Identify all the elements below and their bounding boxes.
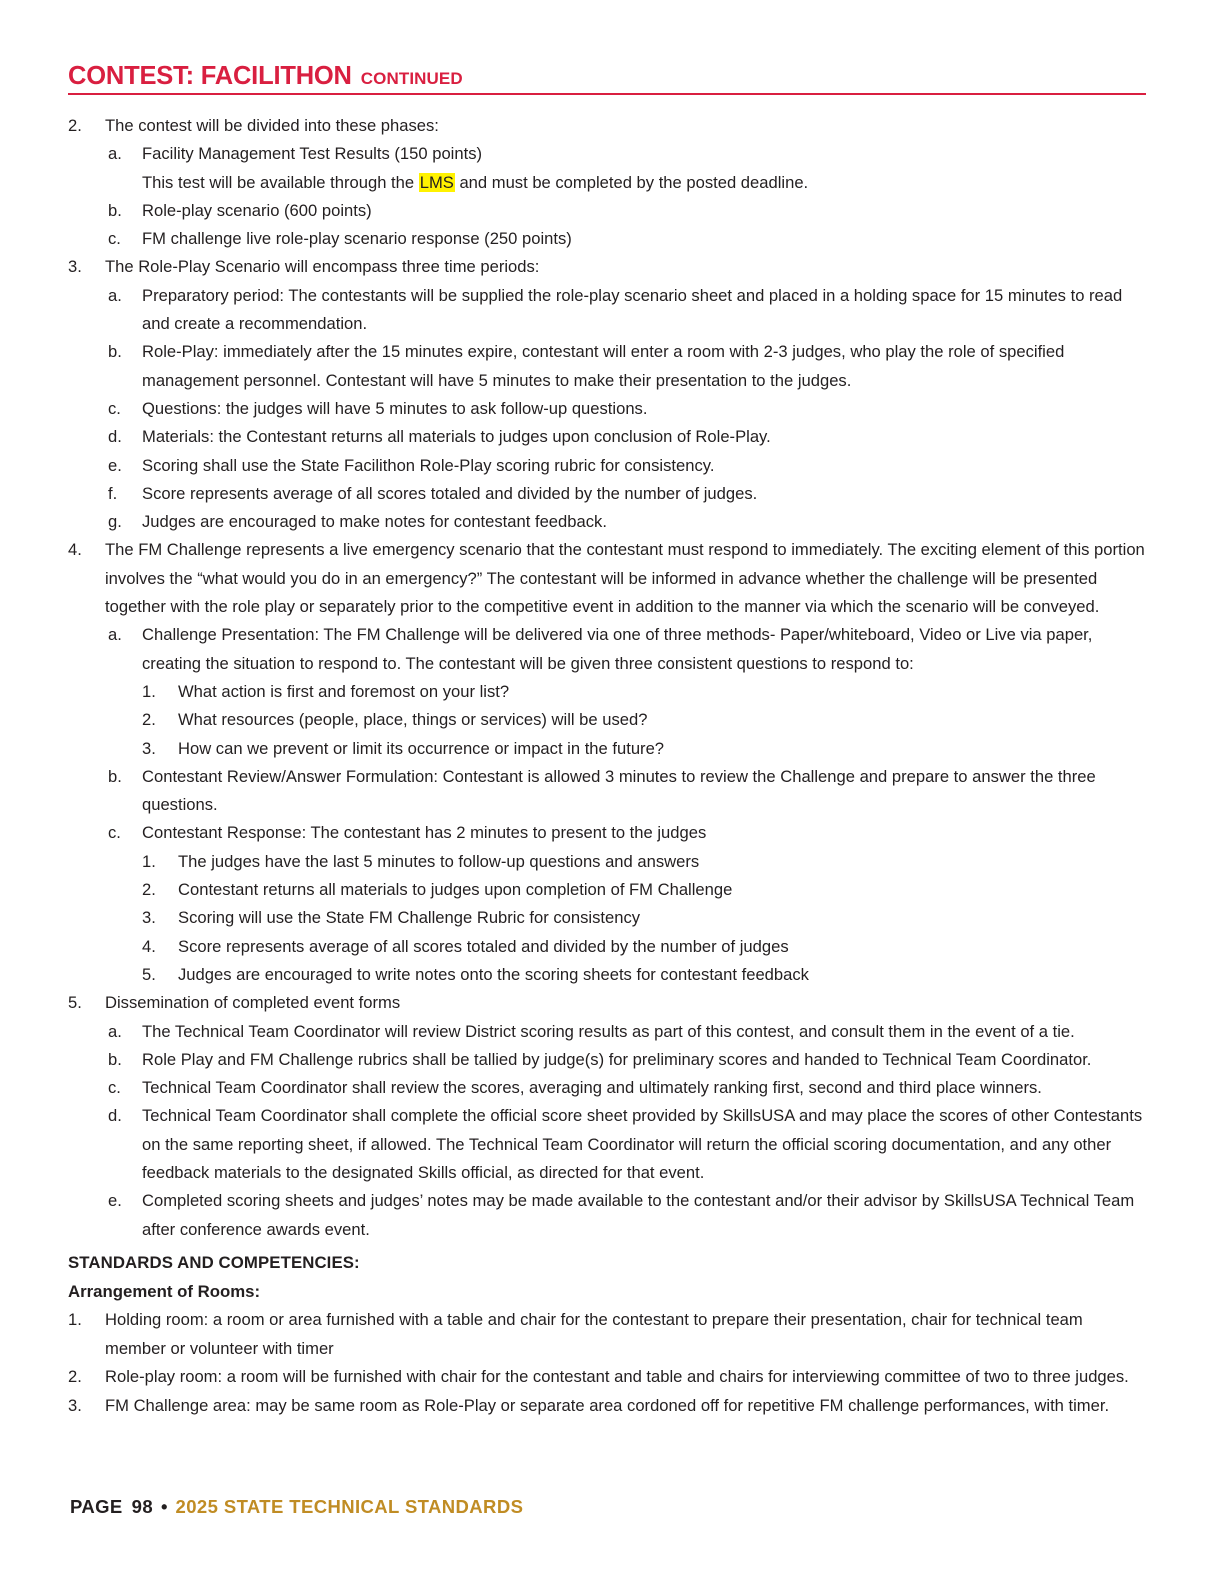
list-item bbox=[68, 536, 1148, 621]
list-text: Role-Play: immediately after the 15 minutes expire, contestant will enter a room with 2-3 judges, who play the role of specified management personnel. Contestant will have 5 minutes to make their presentation to the judges. bbox=[142, 342, 1065, 390]
list-marker: a. bbox=[108, 144, 122, 164]
list-marker: 5. bbox=[142, 964, 156, 984]
list-text: The FM Challenge represents a live emergency scenario that the contestant must respond to immediately. The exciting element of this portion involves the “what would you do in an emergency?” The contestant will be informed in advance whether the challenge will be presented together with the role play or separately prior to the competitive event in addition to the manner via which the scenario will be conveyed. bbox=[105, 540, 1145, 617]
list-text: Dissemination of completed event forms bbox=[105, 993, 401, 1013]
list-text: Scoring will use the State FM Challenge Rubric for consistency bbox=[178, 908, 641, 928]
list-marker: 1. bbox=[68, 1310, 82, 1329]
list-item bbox=[68, 819, 1148, 847]
list-item bbox=[68, 1102, 1148, 1187]
list-item bbox=[68, 933, 1148, 961]
page-header bbox=[68, 62, 1146, 95]
list-item bbox=[68, 395, 1148, 423]
list-item bbox=[68, 253, 1148, 281]
list-item bbox=[68, 763, 1148, 820]
list-text: Holding room: a room or area furnished with a table and chair for the contestant to prepare their presentation, chair for technical team member or volunteer with timer bbox=[105, 1310, 1083, 1358]
list-text: Role Play and FM Challenge rubrics shall be tallied by judge(s) for preliminary scores and handed to Technical Team Coordinator. bbox=[142, 1049, 1092, 1069]
list-marker: c. bbox=[108, 229, 121, 249]
list-item bbox=[68, 197, 1148, 225]
continuation-pre-text: This test will be available through the bbox=[142, 172, 419, 192]
list-marker: e. bbox=[108, 455, 122, 475]
list-marker: c. bbox=[108, 823, 121, 843]
list-text: How can we prevent or limit its occurrence or impact in the future? bbox=[178, 738, 665, 758]
list-text: Completed scoring sheets and judges’ notes may be made available to the contestant and/or their advisor by SkillsUSA Technical Team after conference awards event. bbox=[142, 1191, 1135, 1239]
list-text: Role-play scenario (600 points) bbox=[142, 200, 372, 220]
list-text: Scoring shall use the State Facilithon Role-Play scoring rubric for consistency. bbox=[142, 455, 715, 475]
list-text: Contestant Response: The contestant has 2 minutes to present to the judges bbox=[142, 823, 707, 843]
list-item-continuation bbox=[68, 169, 1148, 197]
list-item bbox=[68, 678, 1148, 706]
list-text: The Role-Play Scenario will encompass three time periods: bbox=[105, 257, 540, 277]
standards-heading: STANDARDS AND COMPETENCIES: bbox=[68, 1253, 360, 1272]
footer-document-title: 2025 STATE TECHNICAL STANDARDS bbox=[175, 1496, 524, 1517]
contest-title: CONTEST: FACILITHON bbox=[68, 62, 352, 90]
list-item bbox=[68, 508, 1148, 536]
list-text: The contest will be divided into these phases: bbox=[105, 116, 439, 135]
list-marker: 5. bbox=[68, 993, 82, 1013]
continued-label: CONTINUED bbox=[360, 69, 463, 88]
list-text: Technical Team Coordinator shall complete the official score sheet provided by SkillsUSA and may place the scores of other Contestants on the same reporting sheet, if allowed. The Technical Team Coordinator will return the official scoring documentation, and any other feedback materials to the designated Skills official, as directed for that event. bbox=[142, 1106, 1143, 1182]
list-text: FM Challenge area: may be same room as Role-Play or separate area cordoned off for repetitive FM challenge performances, with timer. bbox=[105, 1395, 1110, 1415]
list-text: Materials: the Contestant returns all materials to judges upon conclusion of Role-Play. bbox=[142, 427, 771, 447]
footer-separator-dot: • bbox=[161, 1496, 168, 1517]
list-text: The Technical Team Coordinator will review District scoring results as part of this contest, and consult them in the event of a tie. bbox=[142, 1021, 1075, 1041]
list-marker: a. bbox=[108, 625, 122, 645]
list-marker: 3. bbox=[142, 738, 156, 758]
list-text: Role-play room: a room will be furnished with chair for the contestant and table and chairs for interviewing committee of two to three judges. bbox=[105, 1367, 1129, 1386]
list-marker: c. bbox=[108, 1078, 121, 1098]
page-label: PAGE bbox=[70, 1496, 123, 1517]
list-marker: d. bbox=[108, 1106, 122, 1126]
list-marker: 2. bbox=[142, 710, 156, 730]
list-marker: b. bbox=[108, 766, 122, 786]
standards-section bbox=[68, 1249, 1148, 1420]
list-item bbox=[68, 338, 1148, 395]
list-text: The judges have the last 5 minutes to follow-up questions and answers bbox=[178, 851, 700, 871]
list-text: What action is first and foremost on your list? bbox=[178, 681, 510, 701]
list-text bbox=[142, 169, 1148, 197]
list-item bbox=[68, 1187, 1148, 1244]
list-marker: e. bbox=[108, 1191, 122, 1211]
list-marker: 3. bbox=[68, 1395, 82, 1415]
list-marker: a. bbox=[108, 285, 122, 305]
list-item bbox=[68, 1018, 1148, 1046]
list-item bbox=[68, 112, 1148, 140]
list-text: Score represents average of all scores totaled and divided by the number of judges. bbox=[142, 483, 758, 503]
list-item bbox=[68, 1363, 1148, 1392]
list-text: Questions: the judges will have 5 minutes to ask follow-up questions. bbox=[142, 398, 648, 418]
list-item bbox=[68, 1046, 1148, 1074]
list-text: Score represents average of all scores totaled and divided by the number of judges bbox=[178, 936, 789, 956]
list-marker: b. bbox=[108, 200, 122, 220]
continuation-post-text: and must be completed by the posted deadline. bbox=[454, 172, 809, 192]
list-marker: 3. bbox=[68, 257, 82, 277]
list-item bbox=[68, 1392, 1148, 1421]
list-text: Facility Management Test Results (150 points) bbox=[142, 144, 483, 164]
list-item bbox=[68, 1306, 1148, 1363]
page-footer bbox=[70, 1496, 523, 1518]
list-item bbox=[68, 876, 1148, 904]
list-text: What resources (people, place, things or services) will be used? bbox=[178, 710, 648, 730]
list-item bbox=[68, 282, 1148, 339]
main-content bbox=[68, 112, 1148, 1244]
list-item bbox=[68, 225, 1148, 253]
list-text: Judges are encouraged to make notes for contestant feedback. bbox=[142, 512, 607, 532]
list-marker: 2. bbox=[68, 116, 82, 135]
list-marker: 2. bbox=[68, 1367, 82, 1386]
list-marker: b. bbox=[108, 1049, 122, 1069]
list-marker: g. bbox=[108, 512, 122, 532]
list-marker: a. bbox=[108, 1021, 122, 1041]
list-item bbox=[68, 1074, 1148, 1102]
list-marker: 1. bbox=[142, 851, 156, 871]
list-text: Contestant returns all materials to judges upon completion of FM Challenge bbox=[178, 880, 733, 900]
list-item bbox=[68, 961, 1148, 989]
list-marker: 4. bbox=[68, 540, 82, 560]
list-item bbox=[68, 989, 1148, 1017]
list-marker: 1. bbox=[142, 681, 156, 701]
page-number: 98 bbox=[131, 1496, 154, 1517]
lms-highlight: LMS bbox=[419, 172, 454, 192]
list-item bbox=[68, 452, 1148, 480]
list-marker: b. bbox=[108, 342, 122, 362]
list-item bbox=[68, 480, 1148, 508]
header-title-line bbox=[68, 62, 1146, 91]
list-item bbox=[68, 735, 1148, 763]
list-item bbox=[68, 423, 1148, 451]
list-marker: 4. bbox=[142, 936, 156, 956]
header-divider bbox=[68, 93, 1146, 95]
list-text: Technical Team Coordinator shall review the scores, averaging and ultimately ranking first, second and third place winners. bbox=[142, 1078, 1042, 1098]
list-marker: f. bbox=[108, 483, 118, 503]
list-text: FM challenge live role-play scenario response (250 points) bbox=[142, 229, 572, 249]
list-item bbox=[68, 140, 1148, 168]
list-text: Challenge Presentation: The FM Challenge will be delivered via one of three methods- Paper/whiteboard, Video or Live via paper, creating the situation to respond to. The contestant will be given three consistent questions to respond to: bbox=[142, 625, 1093, 673]
list-text: Judges are encouraged to write notes onto the scoring sheets for contestant feedback bbox=[178, 964, 809, 984]
list-marker: 3. bbox=[142, 908, 156, 928]
list-text: Preparatory period: The contestants will be supplied the role-play scenario sheet and placed in a holding space for 15 minutes to read and create a recommendation. bbox=[142, 285, 1123, 334]
list-marker: d. bbox=[108, 427, 122, 447]
list-marker: 2. bbox=[142, 880, 156, 900]
list-item bbox=[68, 706, 1148, 734]
list-text: Contestant Review/Answer Formulation: Contestant is allowed 3 minutes to review the Challenge and prepare to answer the three questions. bbox=[142, 766, 1096, 815]
list-item bbox=[68, 621, 1148, 678]
list-item bbox=[68, 904, 1148, 932]
list-marker: c. bbox=[108, 398, 121, 418]
list-item bbox=[68, 848, 1148, 876]
arrangement-subheading: Arrangement of Rooms: bbox=[68, 1282, 261, 1301]
